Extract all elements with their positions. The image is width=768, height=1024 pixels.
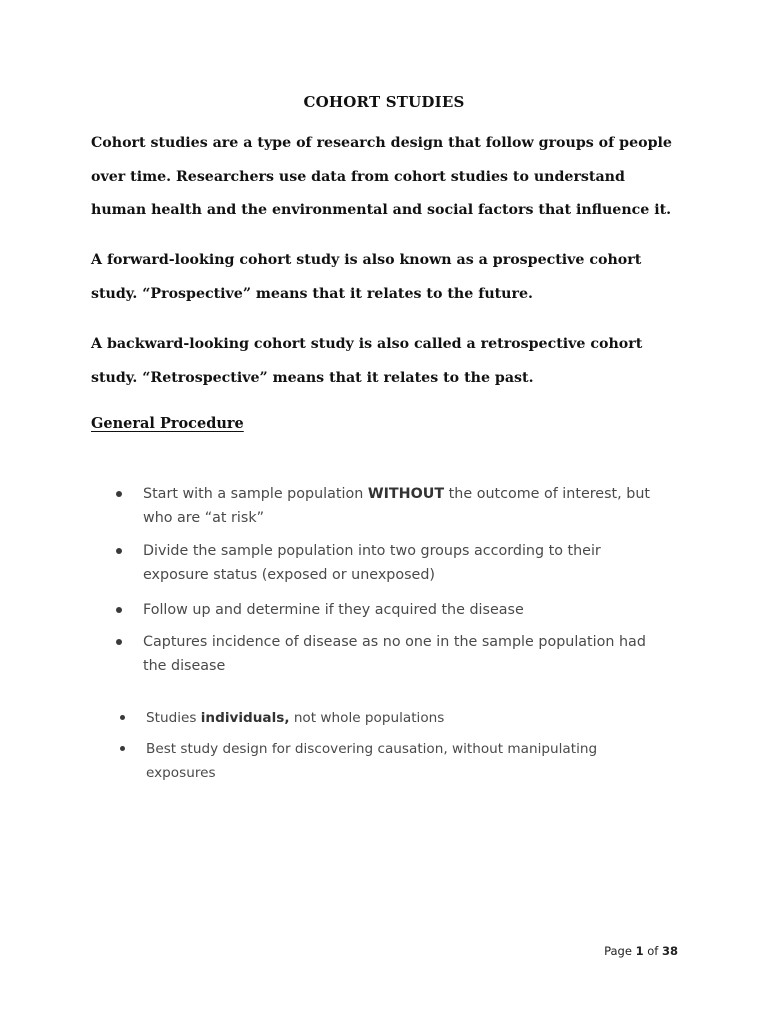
bullet-text: Best study design for discovering causation, without manipulating exposures: [146, 741, 598, 781]
bullet-text: Divide the sample population into two groups according to their exposure status (exposed or unexposed): [143, 543, 601, 583]
bullet-icon: [116, 548, 122, 554]
bullet-text: Follow up and determine if they acquired the disease: [143, 602, 524, 618]
bullet-text: Captures incidence of disease as no one in the sample population had the disease: [143, 634, 646, 674]
document-title: COHORT STUDIES: [303, 93, 465, 111]
paragraph-line: human health and the environmental and social factors that influence it.: [91, 202, 672, 218]
paragraph-line: Cohort studies are a type of research design that follow groups of people: [91, 135, 672, 151]
section-heading: General Procedure: [91, 415, 244, 432]
bullet-text: Start with a sample population WITHOUT the outcome of interest, but who are “at risk”: [143, 486, 650, 526]
paragraph-line: study. “Prospective” means that it relates to the future.: [91, 285, 533, 302]
bullet-icon: [116, 607, 122, 613]
bullet-icon: [116, 491, 122, 497]
bullet-icon: [120, 746, 125, 751]
retrospective-paragraph: [91, 328, 691, 395]
bullet-text: Studies individuals, not whole populations: [146, 710, 445, 726]
bullet-icon: [116, 639, 122, 645]
paragraph-line: A forward-looking cohort study is also known as a prospective cohort: [91, 252, 642, 268]
paragraph-line: study. “Retrospective” means that it relates to the past.: [91, 369, 534, 386]
paragraph-line: over time. Researchers use data from cohort studies to understand: [91, 168, 625, 185]
page-number-footer: Page 1 of 38: [604, 944, 678, 958]
prospective-paragraph: [91, 244, 691, 311]
intro-paragraph: [91, 127, 691, 228]
paragraph-line: A backward-looking cohort study is also called a retrospective cohort: [91, 336, 643, 352]
bullet-icon: [120, 715, 125, 720]
